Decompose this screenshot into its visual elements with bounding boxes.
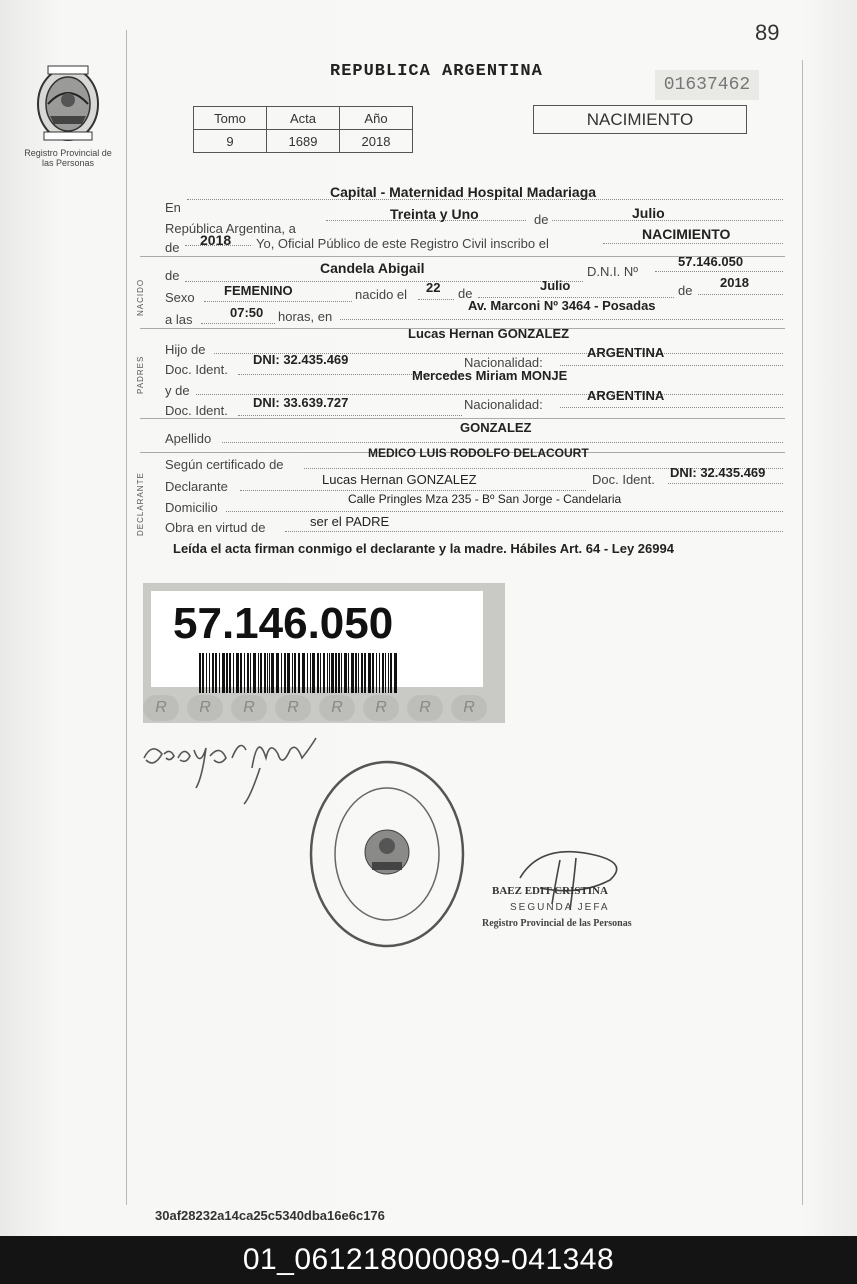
barcode-bar — [317, 653, 319, 693]
barcode — [199, 653, 399, 693]
pattern-letter: R — [451, 695, 487, 721]
barcode-bar — [372, 653, 374, 693]
barcode-bar — [323, 653, 325, 693]
label-segun: Según certificado de — [165, 457, 284, 472]
pattern-letter: R — [187, 695, 223, 721]
dni-sticker — [143, 583, 505, 723]
value-declarante-doc: DNI: 32.435.469 — [670, 465, 766, 480]
value-anio-acta: 2018 — [200, 232, 232, 248]
label-nacido-el: nacido el — [355, 287, 408, 302]
barcode-bar — [385, 653, 386, 693]
pattern-letter: R — [231, 695, 267, 721]
label-declarante: Declarante — [165, 479, 228, 494]
value-dni: 57.146.050 — [678, 254, 744, 269]
barcode-bar — [269, 653, 270, 693]
barcode-bar — [320, 653, 321, 693]
page-number: 89 — [755, 20, 780, 45]
value-padre-doc: DNI: 32.435.469 — [253, 352, 349, 367]
barcode-bar — [209, 653, 210, 693]
value-padre: Lucas Hernan GONZALEZ — [408, 326, 570, 341]
label-nac-padre: Nacionalidad: — [464, 355, 543, 370]
dni-sticker-panel — [151, 591, 483, 687]
label-obra: Obra en virtud de — [165, 520, 266, 535]
value-mes-nac: Julio — [540, 278, 571, 293]
logo-caption: Registro Provincial de las Personas — [24, 148, 112, 168]
barcode-bar — [344, 653, 347, 693]
pattern-letter: R — [319, 695, 355, 721]
value-domicilio: Calle Pringles Mza 235 - Bº San Jorge - Candelaria — [348, 492, 622, 506]
section-separator — [140, 418, 785, 419]
barcode-bar — [327, 653, 328, 693]
official-seal — [306, 756, 468, 952]
label-apellido: Apellido — [165, 431, 212, 446]
value-madre-nac: ARGENTINA — [587, 388, 665, 403]
value-dia-nac: 22 — [426, 280, 441, 295]
value-lugar-nac: Av. Marconi Nº 3464 - Posadas — [468, 298, 656, 313]
document-title: REPUBLICA ARGENTINA — [330, 62, 543, 81]
barcode-bar — [212, 653, 214, 693]
value-madre-doc: DNI: 33.639.727 — [253, 395, 349, 410]
dotted-line — [552, 219, 783, 221]
barcode-bar — [229, 653, 231, 693]
label-de-anio-nac: de — [678, 283, 693, 298]
label-nac-madre: Nacionalidad: — [464, 397, 543, 412]
barcode-bar — [284, 653, 286, 693]
barcode-bar — [294, 653, 296, 693]
barcode-bar — [222, 653, 225, 693]
closing-note: Leída el acta firman conmigo el declarante y la madre. Hábiles Art. 64 - Ley 26994 — [173, 541, 674, 556]
value-apellido: GONZALEZ — [460, 420, 532, 435]
act-type-box: NACIMIENTO — [533, 105, 747, 134]
barcode-bar — [329, 653, 330, 693]
value-certificado: MEDICO LUIS RODOLFO DELACOURT — [368, 446, 589, 460]
label-domicilio: Domicilio — [165, 500, 218, 515]
dni-sticker-number: 57.146.050 — [173, 599, 394, 648]
barcode-bar — [250, 653, 251, 693]
pattern-letter: R — [275, 695, 311, 721]
label-en: En — [165, 200, 181, 215]
value-padre-nac: ARGENTINA — [587, 345, 665, 360]
label-de: de — [534, 212, 549, 227]
label-republica: República Argentina, a — [165, 221, 296, 236]
label-doc-declarante: Doc. Ident. — [592, 472, 655, 487]
value-nombre: Candela Abigail — [320, 260, 425, 276]
dotted-line — [201, 322, 275, 324]
value-dia-letras: Treinta y Uno — [390, 206, 479, 222]
side-label-nacido: NACIDO — [136, 278, 145, 316]
barcode-bar — [302, 653, 305, 693]
barcode-bar — [355, 653, 357, 693]
barcode-bar — [307, 653, 308, 693]
dotted-line — [204, 300, 352, 302]
document-hash: 30af28232a14ca25c5340dba16e6c176 — [155, 1208, 385, 1223]
barcode-bar — [264, 653, 266, 693]
pattern-letter: R — [363, 695, 399, 721]
value-anio: 2018 — [340, 130, 413, 153]
barcode-bar — [298, 653, 300, 693]
barcode-bar — [335, 653, 337, 693]
value-mes-acta: Julio — [632, 205, 665, 221]
pattern-letter: R — [407, 695, 443, 721]
dotted-line — [560, 364, 783, 366]
barcode-bar — [348, 653, 349, 693]
barcode-bar — [215, 653, 217, 693]
footer-code: 01_061218000089-041348 — [0, 1236, 857, 1284]
header-acta: Acta — [267, 107, 340, 130]
dotted-line — [340, 318, 783, 320]
barcode-bar — [219, 653, 220, 693]
dotted-line — [698, 293, 783, 295]
dni-pattern-row — [143, 695, 505, 723]
barcode-bar — [390, 653, 392, 693]
barcode-bar — [379, 653, 380, 693]
label-sexo: Sexo — [165, 290, 195, 305]
barcode-bar — [206, 653, 207, 693]
label-de-anio: de — [165, 240, 180, 255]
barcode-bar — [240, 653, 242, 693]
barcode-bar — [247, 653, 249, 693]
barcode-bar — [292, 653, 293, 693]
barcode-bar — [276, 653, 279, 693]
official-role: SEGUNDA JEFA — [510, 902, 610, 913]
dotted-line — [560, 406, 783, 408]
barcode-bar — [258, 653, 259, 693]
barcode-bar — [368, 653, 371, 693]
label-yo: Yo, Oficial Público de este Registro Civil inscribo el — [256, 236, 549, 251]
value-declarante: Lucas Hernan GONZALEZ — [322, 472, 477, 487]
label-doc-padre: Doc. Ident. — [165, 362, 228, 377]
barcode-bar — [331, 653, 334, 693]
registry-table — [193, 106, 413, 153]
side-label-padres: PADRES — [136, 355, 145, 394]
barcode-bar — [388, 653, 389, 693]
label-hijo-de: Hijo de — [165, 342, 206, 357]
barcode-bar — [281, 653, 282, 693]
right-margin-line — [802, 60, 803, 1205]
header-tomo: Tomo — [194, 107, 267, 130]
label-y-de: y de — [165, 383, 190, 398]
barcode-bar — [244, 653, 245, 693]
barcode-bar — [361, 653, 363, 693]
barcode-bar — [382, 653, 384, 693]
barcode-bar — [351, 653, 354, 693]
label-de-mes: de — [458, 286, 473, 301]
official-name: BAEZ EDIT CRISTINA — [492, 885, 608, 897]
value-sexo: FEMENINO — [224, 283, 293, 298]
official-signature — [480, 840, 670, 935]
label-horas-en: horas, en — [278, 309, 333, 324]
serial-number: 01637462 — [655, 70, 759, 100]
barcode-bar — [267, 653, 268, 693]
barcode-bar — [376, 653, 377, 693]
province-crest-logo — [34, 62, 102, 144]
value-acta: 1689 — [267, 130, 340, 153]
barcode-bar — [310, 653, 311, 693]
barcode-bar — [312, 653, 315, 693]
barcode-bar — [271, 653, 274, 693]
label-dni: D.N.I. Nº — [587, 264, 638, 279]
header-anio: Año — [340, 107, 413, 130]
value-tipo-inscripcion: NACIMIENTO — [642, 226, 731, 242]
value-lugar: Capital - Maternidad Hospital Madariaga — [330, 184, 597, 200]
label-doc-madre: Doc. Ident. — [165, 403, 228, 418]
value-madre: Mercedes Miriam MONJE — [412, 368, 568, 383]
side-label-declarante: DECLARANTE — [136, 472, 145, 536]
barcode-bar — [202, 653, 204, 693]
left-margin-line — [126, 30, 127, 1205]
dotted-line — [238, 414, 462, 416]
label-a-las: a las — [165, 312, 193, 327]
dotted-line — [285, 530, 783, 532]
dotted-line — [655, 270, 783, 272]
barcode-bar — [260, 653, 262, 693]
pattern-letter: R — [143, 695, 179, 721]
value-tomo: 9 — [194, 130, 267, 153]
barcode-bar — [287, 653, 290, 693]
official-org: Registro Provincial de las Personas — [482, 918, 632, 929]
label-de-nombre: de — [165, 268, 180, 283]
barcode-bar — [253, 653, 256, 693]
barcode-bar — [394, 653, 397, 693]
dotted-line — [185, 280, 583, 282]
barcode-bar — [338, 653, 340, 693]
value-anio-nac: 2018 — [720, 275, 749, 290]
barcode-bar — [233, 653, 234, 693]
barcode-bar — [199, 653, 201, 693]
dotted-line — [668, 482, 783, 484]
barcode-bar — [341, 653, 342, 693]
value-hora: 07:50 — [230, 305, 264, 320]
barcode-bar — [236, 653, 239, 693]
dotted-line — [226, 510, 783, 512]
dotted-line — [603, 242, 783, 244]
dotted-line — [240, 489, 586, 491]
value-obra: ser el PADRE — [310, 514, 390, 529]
barcode-bar — [364, 653, 366, 693]
barcode-bar — [226, 653, 228, 693]
dotted-line — [418, 298, 454, 300]
dotted-line — [222, 441, 783, 443]
barcode-bar — [358, 653, 359, 693]
